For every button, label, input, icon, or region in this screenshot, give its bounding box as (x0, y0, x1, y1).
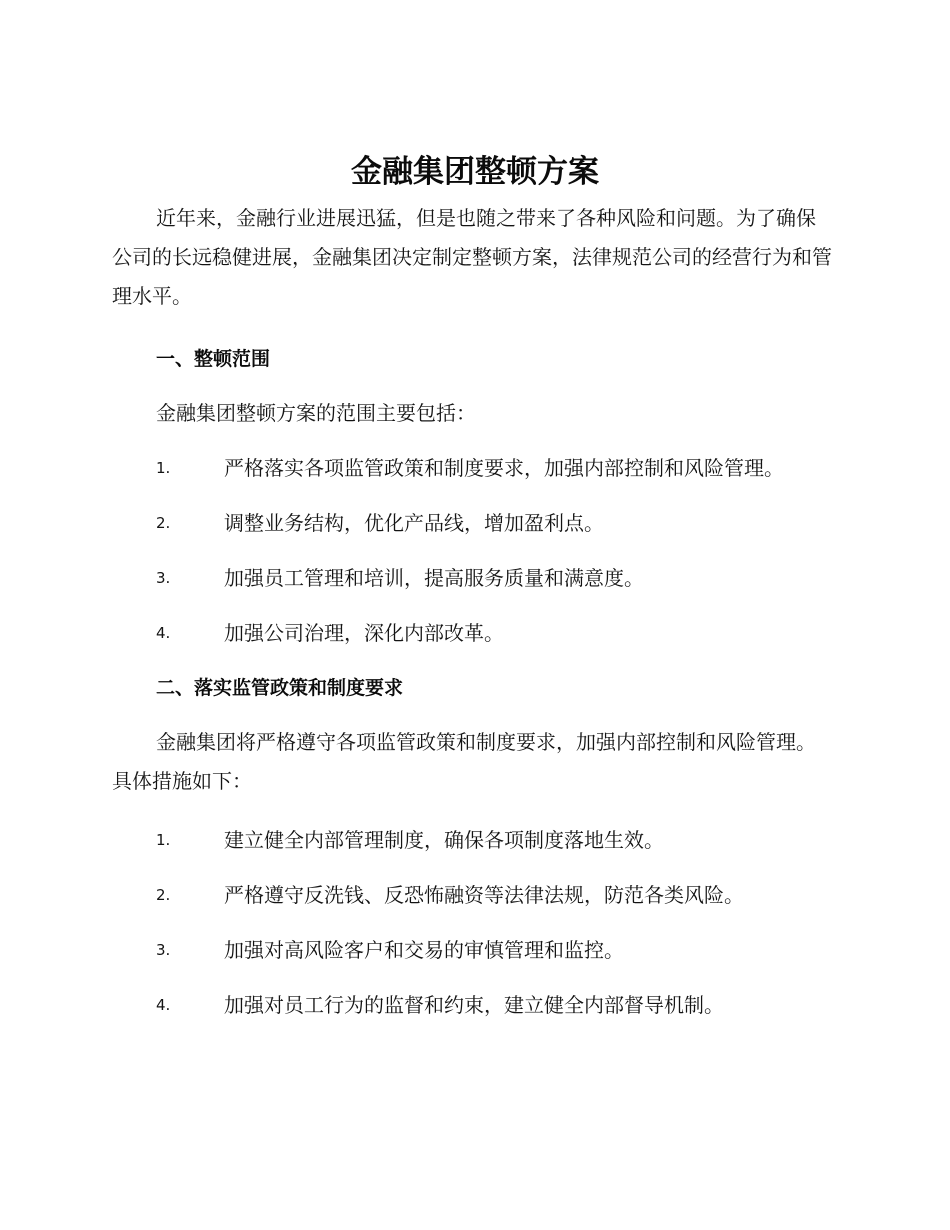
list-item (156, 508, 846, 538)
list-item (156, 563, 846, 593)
list-item (156, 618, 846, 648)
list-item-number: 4. (156, 624, 171, 642)
list-item-number: 3. (156, 569, 171, 587)
list-item (156, 880, 846, 910)
list-item (156, 990, 846, 1020)
list-item-text: 加强对员工行为的监督和约束，建立健全内部督导机制。 (224, 993, 724, 1017)
list-item-number: 1. (156, 831, 171, 849)
list-item-number: 1. (156, 459, 171, 477)
list-item (156, 453, 846, 483)
section-heading-regulation: 二、落实监管政策和制度要求 (156, 677, 404, 699)
section-heading-scope: 一、整顿范围 (156, 348, 271, 370)
section-lead-regulation: 金融集团将严格遵守各项监管政策和制度要求，加强内部控制和风险管理。具体措施如下： (112, 730, 816, 793)
list-item-text: 严格遵守反洗钱、反恐怖融资等法律法规，防范各类风险。 (224, 883, 744, 907)
section-lead-scope: 金融集团整顿方案的范围主要包括： (156, 401, 476, 425)
list-item-text: 加强对高风险客户和交易的审慎管理和监控。 (224, 938, 624, 962)
list-item-text: 加强公司治理，深化内部改革。 (224, 621, 504, 645)
list-item-text: 调整业务结构，优化产品线，增加盈利点。 (224, 511, 604, 535)
list-item-number: 3. (156, 941, 171, 959)
list-item-text: 加强员工管理和培训，提高服务质量和满意度。 (224, 566, 644, 590)
intro-paragraph: 近年来，金融行业进展迅猛，但是也随之带来了各种风险和问题。为了确保公司的长远稳健进展，金融集团决定制定整顿方案，法律规范公司的经营行为和管理水平。 (112, 206, 832, 308)
list-item-number: 4. (156, 996, 171, 1014)
list-item-number: 2. (156, 514, 171, 532)
list-item-text: 建立健全内部管理制度，确保各项制度落地生效。 (224, 828, 664, 852)
list-item-number: 2. (156, 886, 171, 904)
list-item (156, 935, 846, 965)
list-item-text: 严格落实各项监管政策和制度要求，加强内部控制和风险管理。 (224, 456, 784, 480)
list-item (156, 825, 846, 855)
document-title: 金融集团整顿方案 (351, 154, 599, 190)
